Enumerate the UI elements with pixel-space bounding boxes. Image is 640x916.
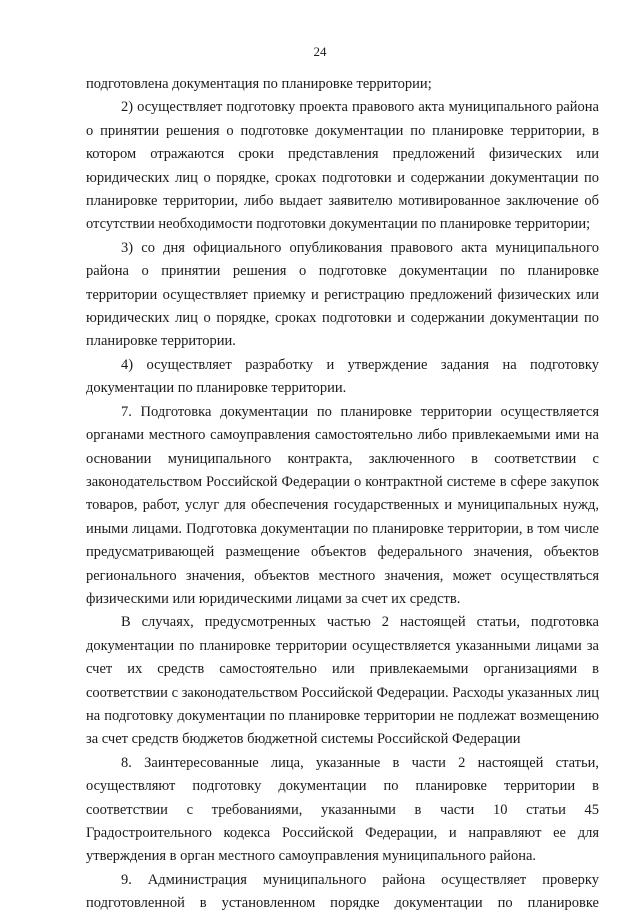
paragraph-section-7: 7. Подготовка документации по планировке территории осуществляется органами местного самоуправления самостоятельно либо привлекаемыми ими на основании муниципального контракта, заключенного в соответствии с законодательством Российской Федерации о контрактной системе в сфере закупок товаров, работ, услуг для обеспечения государственных и муниципальных нужд, иными лицами. Подготовка документации по планировке территории, в том числе предусматривающей размещение объектов федерального значения, объектов регионального значения, объектов местного значения, может осуществляться физическими или юридическими лицами за счет их средств.: [86, 403, 599, 607]
paragraph-item-2: 2) осуществляет подготовку проекта правового акта муниципального района о принятии решения о подготовке документации по планировке территории, в котором отражаются сроки представления предложений физических или юридических лиц о порядке, сроках подготовки и содержании документации по планировке территории, либо выдает заявителю мотивированное заключение об отсутствии необходимости подготовки документации по планировке территории;: [86, 99, 599, 233]
paragraph-section-8: 8. Заинтересованные лица, указанные в части 2 настоящей статьи, осуществляют подготовку документации по планировке территории в соответствии с требованиями, указанными в части 10 статьи 45 Градостроительного кодекса Российской Федерации, и направляют ее для утверждения в орган местного самоуправления муниципального района.: [86, 754, 599, 865]
paragraph-section-9: 9. Администрация муниципального района осуществляет проверку подготовленной в установленном порядке документации по планировке: [86, 871, 599, 912]
page-number: 24: [313, 44, 327, 59]
paragraph-cases: В случаях, предусмотренных частью 2 настоящей статьи, подготовка документации по планировке территории осуществляется указанными лицами за счет их средств самостоятельно или привлекаемыми организациями в соответствии с законодательством Российской Федерации. Расходы указанных лиц на подготовку документации по планировке территории не подлежат возмещению за счет средств бюджетов бюджетной системы Российской Федерации: [86, 614, 599, 748]
paragraph-continuation: подготовлена документация по планировке территории;: [86, 76, 432, 92]
paragraph-item-3: 3) со дня официального опубликования правового акта муниципального района о принятии решения о подготовке документации по планировке территории осуществляет приемку и регистрацию предложений физических или юридических лиц о порядке, сроках подготовки и содержании документации по планировке территории.: [86, 239, 599, 350]
document-body: [86, 73, 599, 916]
paragraph-item-4: 4) осуществляет разработку и утверждение задания на подготовку документации по планировке территории.: [86, 356, 599, 397]
